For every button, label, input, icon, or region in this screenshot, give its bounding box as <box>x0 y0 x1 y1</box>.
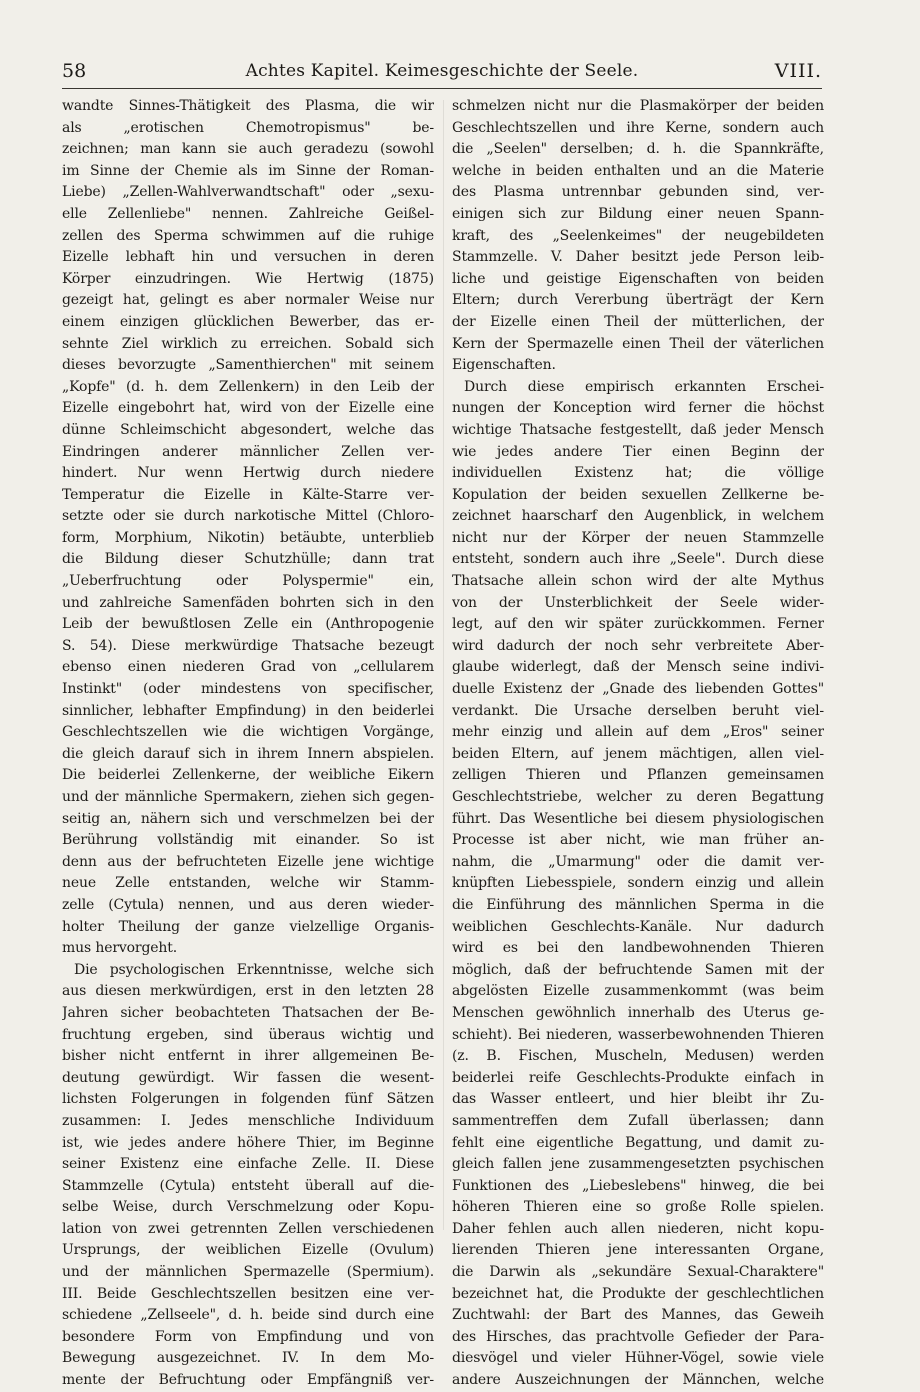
text-line: aus diesen merkwürdigen, erst in den letzten 28 <box>62 983 434 1000</box>
text-line: seitig an, nähern sich und verschmelzen bei der <box>62 810 434 827</box>
text-line: der Eizelle einen Theil der mütterlichen, der <box>452 313 824 330</box>
text-line: wichtige Thatsache festgestellt, daß jeder Mensch <box>452 421 824 438</box>
text-line: die gleich darauf sich in ihrem Innern abspielen. <box>62 745 434 762</box>
text-line: lation von zwei getrennten Zellen verschiedenen <box>62 1220 434 1237</box>
text-line: duelle Existenz der „Gnade des liebenden Gottes" <box>452 681 824 698</box>
text-line: im Sinne der Chemie als im Sinne der Roman- <box>62 162 434 179</box>
text-line: mente der Befruchtung oder Empfängniß ver- <box>62 1372 434 1389</box>
text-line: ist, wie jedes andere höhere Thier, im Beginne <box>62 1134 434 1151</box>
text-line: deutung gewürdigt. Wir fassen die wesent- <box>62 1069 434 1086</box>
text-line: Eigenschaften. <box>452 357 556 374</box>
text-line: hindert. Nur wenn Hertwig durch niedere <box>62 465 434 482</box>
text-line: Funktionen des „Liebeslebens" hinweg, die bei <box>452 1177 824 1194</box>
text-line: des Plasma untrennbar gebunden sind, ver- <box>452 184 824 201</box>
text-line: des Hirsches, das prachtvolle Gefieder der Para- <box>452 1328 824 1345</box>
text-line: nahm, die „Umarmung" oder die damit ver- <box>452 853 824 870</box>
text-line: kraft, des „Seelenkeimes" der neugebildeten <box>452 227 824 244</box>
text-line: holter Theilung der ganze vielzellige Organis- <box>62 918 434 935</box>
text-line: höheren Thieren eine so große Rolle spielen. <box>452 1199 824 1216</box>
text-line: Eizelle eingebohrt hat, wird von der Eizelle eine <box>62 400 434 417</box>
text-line: knüpften Liebesspiele, sondern einzig und allein <box>452 875 824 892</box>
text-line: Daher fehlen auch allen niederen, nicht kopu- <box>452 1220 824 1237</box>
text-line: gezeigt hat, gelingt es aber normaler Weise nur <box>62 292 434 309</box>
text-line: wird es bei den landbewohnenden Thieren <box>452 940 824 957</box>
text-line: Liebe) „Zellen-Wahlverwandtschaft" oder „sexu- <box>62 184 434 201</box>
text-line: zeichnen; man kann sie auch geradezu (sowohl <box>62 141 434 158</box>
text-line: Ursprungs, der weiblichen Eizelle (Ovulum) <box>62 1242 434 1259</box>
text-line: gleich fallen jene zusammengesetzten psychischen <box>452 1156 824 1173</box>
text-line: Menschen gewöhnlich innerhalb des Uterus ge- <box>452 1004 824 1021</box>
page-number: 58 <box>62 60 87 82</box>
text-line: elle Zellenliebe" nennen. Zahlreiche Geißel- <box>62 205 434 222</box>
text-line: sehnte Ziel wirklich zu erreichen. Sobald sich <box>62 335 434 352</box>
text-line: liche und geistige Eigenschaften von beiden <box>452 270 824 287</box>
text-line: III. Beide Geschlechtszellen besitzen eine ver- <box>62 1285 434 1302</box>
text-line: die „Seelen" derselben; d. h. die Spannkräfte, <box>452 141 824 158</box>
text-line: die Bildung dieser Schutzhülle; dann trat <box>62 551 434 568</box>
text-line: zeichnet haarscharf den Augenblick, in welchem <box>452 508 824 525</box>
text-line: form, Morphium, Nikotin) betäubte, unterblieb <box>62 529 434 546</box>
text-line: bezeichnet hat, die Produkte der geschlechtlichen <box>452 1285 824 1302</box>
text-line: nicht nur der Körper der neuen Stammzelle <box>452 529 824 546</box>
text-line: Temperatur die Eizelle in Kälte-Starre ver- <box>62 486 434 503</box>
text-line: zelle (Cytula) nennen, und aus deren wieder- <box>62 896 434 913</box>
text-line: denn aus der befruchteten Eizelle jene wichtige <box>62 853 434 870</box>
text-line: andere Auszeichnungen der Männchen, welche <box>452 1372 824 1389</box>
text-line: mus hervorgeht. <box>62 940 178 957</box>
text-line: mehr einzig und allein auf dem „Eros" seiner <box>452 724 824 741</box>
right-column <box>452 96 824 1392</box>
text-line: Berührung vollständig mit einander. So ist <box>62 832 434 849</box>
text-line: und zahlreiche Samenfäden bohrten sich in den <box>62 594 434 611</box>
text-line: Leib der bewußtlosen Zelle ein (Anthropogenie <box>62 616 434 633</box>
text-line: welche in beiden enthalten und an die Materie <box>452 162 824 179</box>
text-line: besondere Form von Empfindung und von <box>62 1328 434 1345</box>
text-line: Eltern; durch Vererbung überträgt der Kern <box>452 292 824 309</box>
text-line: glaube widerlegt, daß der Mensch seine indivi- <box>452 659 824 676</box>
text-line: lichsten Folgerungen in folgenden fünf Sätzen <box>62 1091 434 1108</box>
text-line: Geschlechtszellen wie die wichtigen Vorgänge, <box>62 724 434 741</box>
text-line: dünne Schleimschicht abgesondert, welche das <box>62 421 434 438</box>
text-line: nungen der Konception wird ferner die höchst <box>452 400 824 417</box>
text-line: Zuchtwahl: der Bart des Mannes, das Geweih <box>452 1307 824 1324</box>
text-line: wandte Sinnes-Thätigkeit des Plasma, die wir <box>62 98 434 114</box>
text-line: fruchtung ergeben, sind überaus wichtig und <box>62 1026 434 1043</box>
text-line: entsteht, sondern auch ihre „Seele". Durch diese <box>452 551 824 568</box>
text-line: verdankt. Die Ursache derselben beruht viel- <box>452 702 824 719</box>
left-column <box>62 96 434 1392</box>
text-line: (z. B. Fischen, Muscheln, Medusen) werden <box>452 1048 824 1065</box>
text-line: Stammzelle (Cytula) entsteht überall auf die- <box>62 1177 434 1194</box>
text-line: diesvögel und vieler Hühner-Vögel, sowie viele <box>452 1350 824 1367</box>
text-line: legt, auf den wir später zurückkommen. Ferner <box>452 616 824 633</box>
running-title: Achtes Kapitel. Keimesgeschichte der Seele. <box>245 61 639 81</box>
text-line: Thatsache allein schon wird der alte Mythus <box>452 573 824 590</box>
text-line: zelligen Thieren und Pflanzen gemeinsamen <box>452 767 824 784</box>
text-line: wird dadurch der noch sehr verbreitete Aber- <box>452 637 824 654</box>
text-line: dieses bevorzugte „Samenthierchen" mit seinem <box>62 357 434 374</box>
text-line: lierenden Thieren jene interessanten Organe, <box>452 1242 824 1259</box>
text-line: seiner Existenz eine einfache Zelle. II. Diese <box>62 1156 434 1173</box>
text-line: individuellen Existenz hat; die völlige <box>452 465 824 482</box>
text-line: S. 54). Diese merkwürdige Thatsache bezeugt <box>62 637 434 654</box>
text-line: „Kopfe" (d. h. dem Zellenkern) in den Leib der <box>62 378 434 395</box>
text-line: Geschlechtstriebe, welcher zu deren Begattung <box>452 789 824 805</box>
text-line: Die psychologischen Erkenntnisse, welche sich <box>74 961 434 978</box>
text-line: schieht). Bei niederen, wasserbewohnenden Thieren <box>452 1026 824 1043</box>
text-line: „Ueberfruchtung oder Polyspermie" ein, <box>62 573 434 590</box>
text-line: Eindringen anderer männlicher Zellen ver- <box>62 443 434 460</box>
text-line: einigen sich zur Bildung einer neuen Spann- <box>452 205 824 222</box>
text-line: einem einzigen glücklichen Bewerber, das er- <box>62 313 434 330</box>
text-line: Durch diese empirisch erkannten Erschei- <box>464 378 824 395</box>
text-line: die Einführung des männlichen Sperma in die <box>452 896 824 913</box>
text-line: Jahren sicher beobachteten Thatsachen der Be- <box>62 1004 434 1021</box>
text-line: und der männliche Spermakern, ziehen sich gegen- <box>62 789 434 805</box>
text-line: und der männlichen Spermazelle (Spermium). <box>62 1264 434 1281</box>
text-line: setzte oder sie durch narkotische Mittel (Chloro- <box>62 508 434 525</box>
text-line: Eizelle lebhaft hin und versuchen in deren <box>62 249 434 266</box>
text-line: abgelösten Eizelle zusammenkommt (was beim <box>452 983 824 1000</box>
text-line: beiden Eltern, auf jenem mächtigen, allen viel- <box>452 745 824 762</box>
text-line: sinnlicher, lebhafter Empfindung) in den beiderlei <box>62 702 434 719</box>
text-line: Bewegung ausgezeichnet. IV. In dem Mo- <box>62 1350 434 1367</box>
text-line: Geschlechtszellen und ihre Kerne, sondern auch <box>452 119 824 136</box>
running-header <box>62 60 822 84</box>
text-line: zellen des Sperma schwimmen auf die ruhige <box>62 227 434 244</box>
text-line: beiderlei reife Geschlechts-Produkte einfach in <box>452 1069 824 1086</box>
text-line: die Darwin als „sekundäre Sexual-Charaktere" <box>452 1264 824 1281</box>
text-line: von der Unsterblichkeit der Seele wider- <box>452 594 824 611</box>
text-line: neue Zelle entstanden, welche wir Stamm- <box>62 875 434 892</box>
text-line: selbe Weise, durch Verschmelzung oder Kopu- <box>62 1199 434 1216</box>
text-line: Körper einzudringen. Wie Hertwig (1875) <box>62 270 434 287</box>
text-line: fehlt eine eigentliche Begattung, und damit zu- <box>452 1134 824 1151</box>
text-line: Instinkt" (oder mindestens von specifischer, <box>62 681 434 698</box>
chapter-number: VIII. <box>774 60 822 82</box>
column-gutter <box>443 100 444 1230</box>
text-line: schiedene „Zellseele", d. h. beide sind durch eine <box>62 1307 434 1324</box>
text-line: weiblichen Geschlechts-Kanäle. Nur dadurch <box>452 918 824 935</box>
text-line: schmelzen nicht nur die Plasmakörper der beiden <box>452 98 824 114</box>
text-line: Stammzelle. V. Daher besitzt jede Person leib- <box>452 249 824 266</box>
header-rule <box>62 88 822 89</box>
text-line: sammentreffen dem Zufall überlassen; dann <box>452 1112 824 1129</box>
text-line: Kopulation der beiden sexuellen Zellkerne be- <box>452 486 824 503</box>
text-line: Kern der Spermazelle einen Theil der väterlichen <box>452 335 824 352</box>
text-line: ebenso einen niederen Grad von „cellularem <box>62 659 434 676</box>
text-line: führt. Das Wesentliche bei diesem physiologischen <box>452 810 824 827</box>
text-line: wie jedes andere Tier einen Beginn der <box>452 443 824 460</box>
text-line: das Wasser entleert, und hier bleibt ihr Zu- <box>452 1091 824 1108</box>
text-line: Die beiderlei Zellenkerne, der weibliche Eikern <box>62 767 434 784</box>
text-line: möglich, daß der befruchtende Samen mit der <box>452 961 824 978</box>
text-line: zusammen: I. Jedes menschliche Individuum <box>62 1112 434 1129</box>
text-line: als „erotischen Chemotropismus" be- <box>62 119 434 136</box>
text-line: bisher nicht entfernt in ihrer allgemeinen Be- <box>62 1048 434 1065</box>
text-line: Processe ist aber nicht, wie man früher an- <box>452 832 824 849</box>
